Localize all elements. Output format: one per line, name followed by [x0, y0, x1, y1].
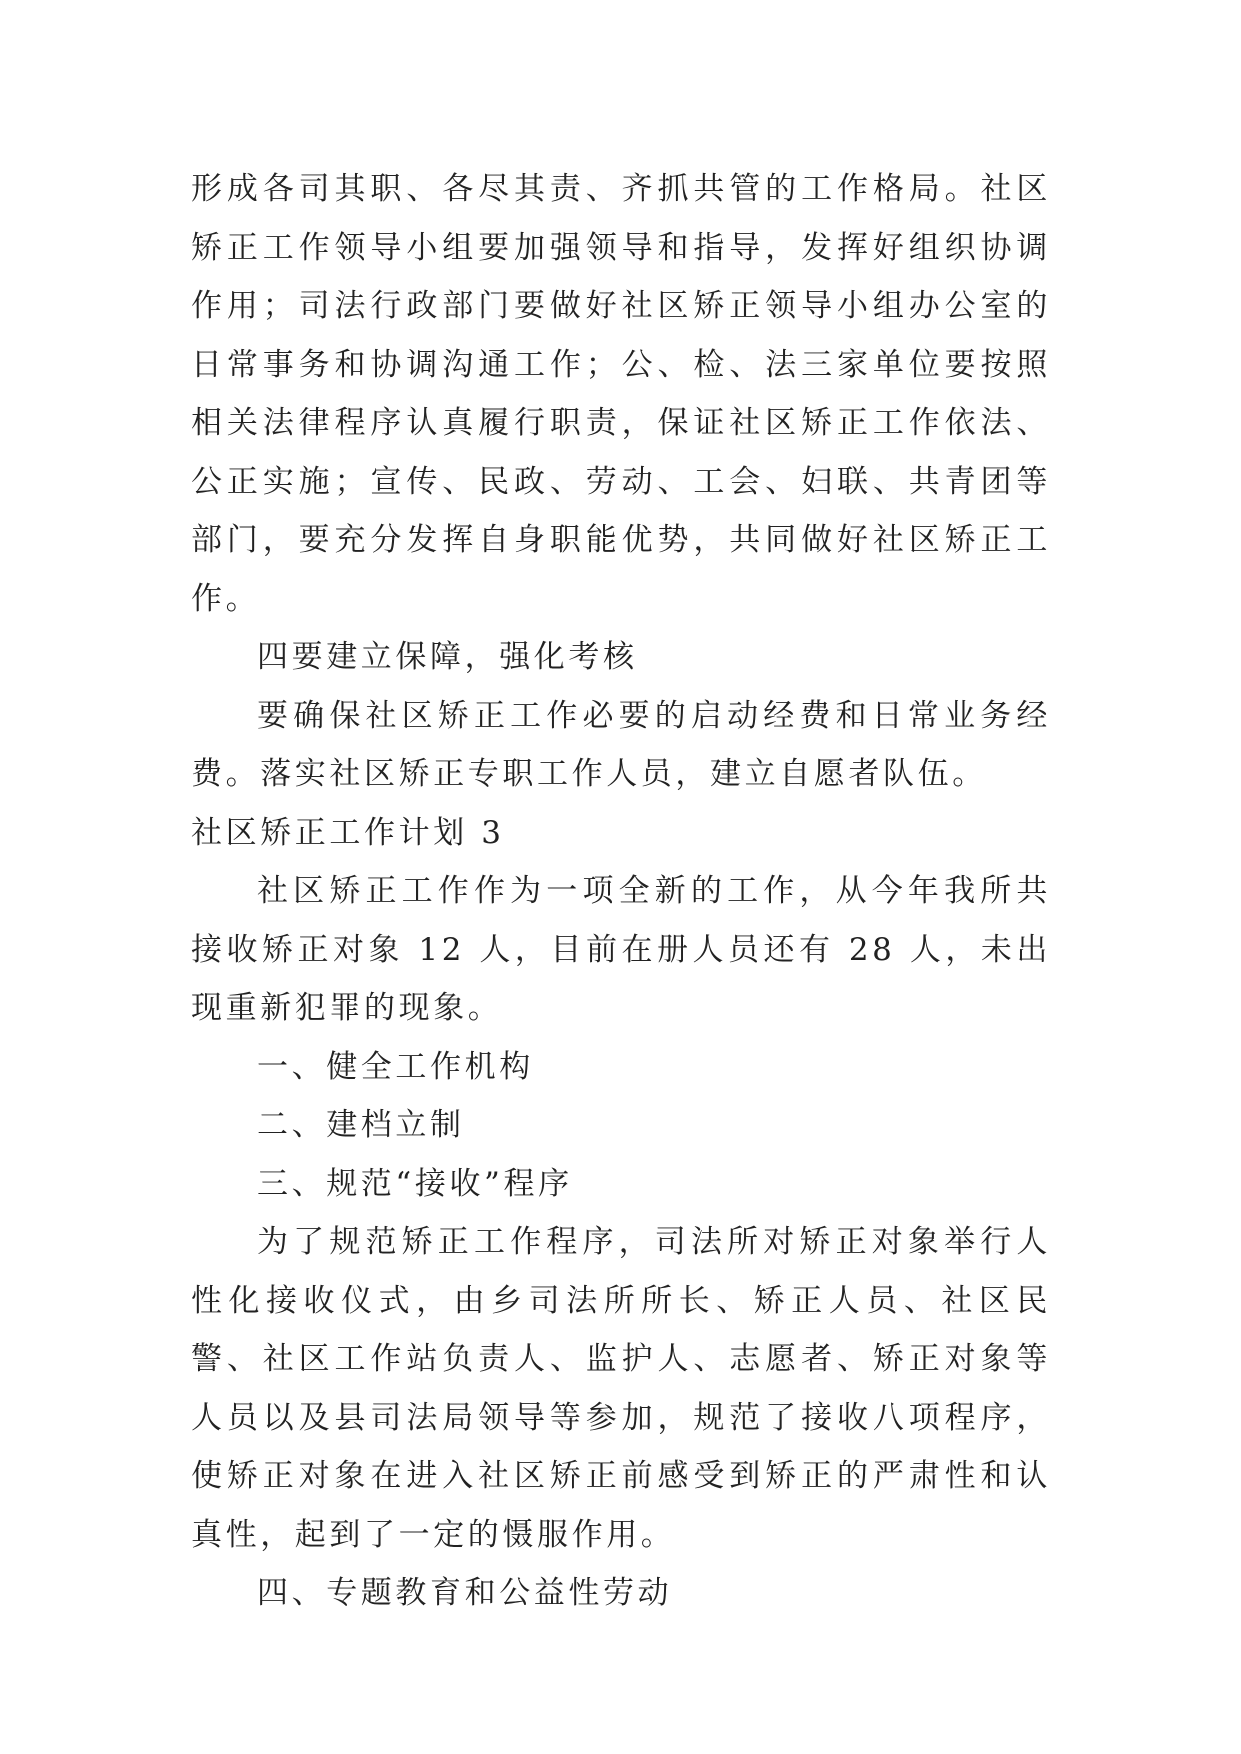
section-heading: 一、健全工作机构 — [257, 1048, 534, 1085]
paragraph: 为了规范矫正工作程序，司法所对矫正对象举行人性化接收仪式，由乡司法所所长、矫正人员、社区民警、社区工作站负责人、监护人、志愿者、矫正对象等人员以及县司法局领导等参加，规范了接收八项程序，使矫正对象在进入社区矫正前感受到矫正的严肃性和认真性，起到了一定的慑服作用。 — [191, 1224, 1051, 1553]
section-heading: 四要建立保障，强化考核 — [257, 639, 638, 675]
section-heading: 二、建档立制 — [257, 1107, 465, 1143]
paragraph: 要确保社区矫正工作必要的启动经费和日常业务经费。落实社区矫正专职工作人员，建立自愿者队伍。 — [191, 697, 1051, 792]
document-body — [191, 160, 1051, 1623]
document-title: 社区矫正工作计划 3 — [191, 814, 505, 851]
section-heading: 四、专题教育和公益性劳动 — [257, 1575, 673, 1611]
paragraph: 社区矫正工作作为一项全新的工作，从今年我所共接收矫正对象 12 人，目前在册人员还有 28 人，未出现重新犯罪的现象。 — [191, 873, 1051, 1026]
section-heading: 三、规范“接收”程序 — [257, 1165, 573, 1202]
paragraph-continuation: 形成各司其职、各尽其责、齐抓共管的工作格局。社区矫正工作领导小组要加强领导和指导，发挥好组织协调作用；司法行政部门要做好社区矫正领导小组办公室的日常事务和协调沟通工作；公、检、法三家单位要按照相关法律程序认真履行职责，保证社区矫正工作依法、公正实施；宣传、民政、劳动、工会、妇联、共青团等部门，要充分发挥自身职能优势，共同做好社区矫正工作。 — [191, 171, 1051, 617]
